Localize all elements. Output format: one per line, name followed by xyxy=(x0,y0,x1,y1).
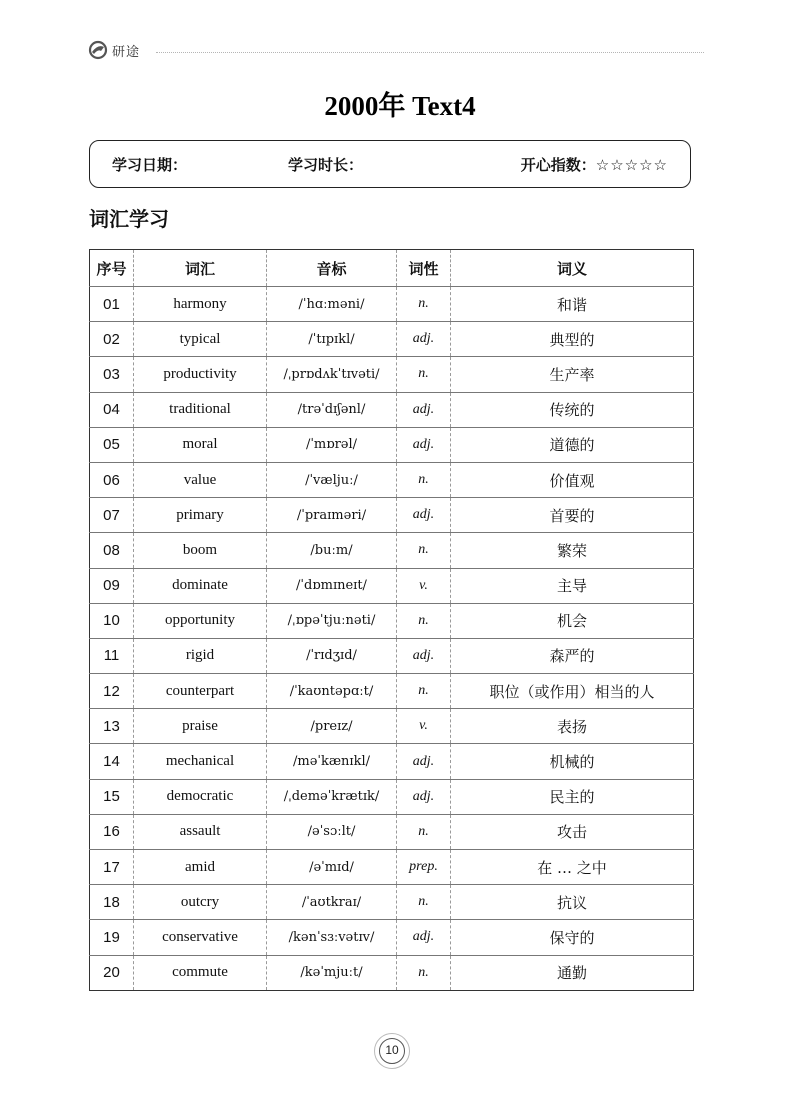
word-phonetic: /ˈpraɪməri/ xyxy=(267,498,397,533)
word-number: 10 xyxy=(90,603,134,638)
study-info-box xyxy=(89,140,691,188)
word: moral xyxy=(134,427,267,462)
word-meaning: 首要的 xyxy=(451,498,694,533)
table-body xyxy=(90,287,694,991)
word-number: 19 xyxy=(90,920,134,955)
word-part-of-speech: adj. xyxy=(397,638,451,673)
word-part-of-speech: n. xyxy=(397,462,451,497)
word-phonetic: /kəˈmjuːt/ xyxy=(267,955,397,990)
word-number: 03 xyxy=(90,357,134,392)
word-phonetic: /preɪz/ xyxy=(267,709,397,744)
word-meaning: 在 … 之中 xyxy=(451,850,694,885)
word: commute xyxy=(134,955,267,990)
word-phonetic: /əˈmɪd/ xyxy=(267,850,397,885)
word-number: 08 xyxy=(90,533,134,568)
word-part-of-speech: adj. xyxy=(397,744,451,779)
word: rigid xyxy=(134,638,267,673)
word-meaning: 道德的 xyxy=(451,427,694,462)
word-phonetic: /kənˈsɜːvətɪv/ xyxy=(267,920,397,955)
header-number: 序号 xyxy=(96,259,127,278)
mood-stars: ☆☆☆☆☆ xyxy=(595,156,668,174)
word: outcry xyxy=(134,885,267,920)
word-part-of-speech: adj. xyxy=(397,498,451,533)
word-meaning: 森严的 xyxy=(451,638,694,673)
word-part-of-speech: n. xyxy=(397,814,451,849)
word-number: 15 xyxy=(90,779,134,814)
word-meaning: 典型的 xyxy=(451,322,694,357)
word: harmony xyxy=(134,287,267,322)
table-row xyxy=(90,674,694,709)
word-meaning: 繁荣 xyxy=(451,533,694,568)
word-part-of-speech: adj. xyxy=(397,779,451,814)
logo-swirl-icon xyxy=(88,40,108,60)
word-part-of-speech: n. xyxy=(397,674,451,709)
header-divider xyxy=(156,52,704,53)
page-header xyxy=(88,38,704,66)
word-part-of-speech: adj. xyxy=(397,322,451,357)
word: typical xyxy=(134,322,267,357)
word-meaning: 表扬 xyxy=(451,709,694,744)
header-phonetic: 音标 xyxy=(267,250,397,287)
table-row xyxy=(90,850,694,885)
table-row xyxy=(90,885,694,920)
word: conservative xyxy=(134,920,267,955)
word-phonetic: /trəˈdɪʃənl/ xyxy=(267,392,397,427)
word-part-of-speech: n. xyxy=(397,885,451,920)
word-meaning: 价值观 xyxy=(451,462,694,497)
table-row xyxy=(90,392,694,427)
section-title: 词汇学习 xyxy=(89,207,169,231)
word: value xyxy=(134,462,267,497)
word-part-of-speech: adj. xyxy=(397,392,451,427)
word-meaning: 机械的 xyxy=(451,744,694,779)
table-row xyxy=(90,814,694,849)
word-phonetic: /ˌɒpəˈtjuːnəti/ xyxy=(267,603,397,638)
table-row xyxy=(90,498,694,533)
word-part-of-speech: adj. xyxy=(397,920,451,955)
word-meaning: 保守的 xyxy=(451,920,694,955)
word-phonetic: /ˌdeməˈkrætɪk/ xyxy=(267,779,397,814)
word-part-of-speech: n. xyxy=(397,357,451,392)
table-row xyxy=(90,955,694,990)
word: opportunity xyxy=(134,603,267,638)
table-row xyxy=(90,533,694,568)
word: democratic xyxy=(134,779,267,814)
table-row xyxy=(90,709,694,744)
vocabulary-table xyxy=(89,249,694,991)
word-meaning: 主导 xyxy=(451,568,694,603)
word-phonetic: /ˈaʊtkraɪ/ xyxy=(267,885,397,920)
table-row xyxy=(90,462,694,497)
word-phonetic: /ˈrɪdʒɪd/ xyxy=(267,638,397,673)
word-meaning: 传统的 xyxy=(451,392,694,427)
page-number: 10 xyxy=(379,1038,405,1064)
logo-text: 研途 xyxy=(112,44,141,60)
table-header-row xyxy=(90,250,694,287)
word: amid xyxy=(134,850,267,885)
word-phonetic: /buːm/ xyxy=(267,533,397,568)
word-meaning: 抗议 xyxy=(451,885,694,920)
table-row xyxy=(90,638,694,673)
word-meaning: 职位（或作用）相当的人 xyxy=(451,674,694,709)
word-phonetic: /ˈmɒrəl/ xyxy=(267,427,397,462)
table-row xyxy=(90,779,694,814)
word-meaning: 通勤 xyxy=(451,955,694,990)
word-number: 06 xyxy=(90,462,134,497)
word-number: 09 xyxy=(90,568,134,603)
word: dominate xyxy=(134,568,267,603)
word-number: 05 xyxy=(90,427,134,462)
word: mechanical xyxy=(134,744,267,779)
table-row xyxy=(90,357,694,392)
table-row xyxy=(90,322,694,357)
header-meaning: 词义 xyxy=(451,250,694,287)
word-phonetic: /ˈhɑːməni/ xyxy=(267,287,397,322)
word-number: 14 xyxy=(90,744,134,779)
word-phonetic: /ˈtɪpɪkl/ xyxy=(267,322,397,357)
word: traditional xyxy=(134,392,267,427)
word-part-of-speech: n. xyxy=(397,603,451,638)
word-phonetic: /ˈvæljuː/ xyxy=(267,462,397,497)
word-number: 02 xyxy=(90,322,134,357)
word-phonetic: /ˈdɒmɪneɪt/ xyxy=(267,568,397,603)
word-meaning: 攻击 xyxy=(451,814,694,849)
mood-index xyxy=(521,154,668,175)
word-number: 01 xyxy=(90,287,134,322)
mood-index-label: 开心指数： xyxy=(520,156,596,174)
word-part-of-speech: n. xyxy=(397,533,451,568)
study-duration-label: 学习时长： xyxy=(288,156,364,174)
word-part-of-speech: n. xyxy=(397,287,451,322)
word: primary xyxy=(134,498,267,533)
word-part-of-speech: n. xyxy=(397,955,451,990)
word: assault xyxy=(134,814,267,849)
word-phonetic: /ˌprɒdʌkˈtɪvəti/ xyxy=(267,357,397,392)
word-part-of-speech: v. xyxy=(397,568,451,603)
word-part-of-speech: prep. xyxy=(397,850,451,885)
word-number: 13 xyxy=(90,709,134,744)
word-meaning: 机会 xyxy=(451,603,694,638)
word-meaning: 生产率 xyxy=(451,357,694,392)
word-number: 04 xyxy=(90,392,134,427)
word-phonetic: /məˈkænɪkl/ xyxy=(267,744,397,779)
word-number: 20 xyxy=(90,955,134,990)
table-row xyxy=(90,287,694,322)
word-number: 16 xyxy=(90,814,134,849)
table-row xyxy=(90,568,694,603)
word: counterpart xyxy=(134,674,267,709)
word-number: 11 xyxy=(90,638,134,673)
word-number: 18 xyxy=(90,885,134,920)
table-row xyxy=(90,744,694,779)
word-phonetic: /ˈkaʊntəpɑːt/ xyxy=(267,674,397,709)
word: praise xyxy=(134,709,267,744)
table-row xyxy=(90,427,694,462)
word-part-of-speech: v. xyxy=(397,709,451,744)
brand-logo xyxy=(88,40,140,60)
word-number: 12 xyxy=(90,674,134,709)
study-date-label: 学习日期： xyxy=(112,156,188,174)
table-row xyxy=(90,920,694,955)
table-row xyxy=(90,603,694,638)
word-meaning: 民主的 xyxy=(451,779,694,814)
header-part-of-speech: 词性 xyxy=(397,250,451,287)
page-title: 2000年 Text4 xyxy=(324,91,476,121)
word-phonetic: /əˈsɔːlt/ xyxy=(267,814,397,849)
word-meaning: 和谐 xyxy=(451,287,694,322)
word-part-of-speech: adj. xyxy=(397,427,451,462)
word: boom xyxy=(134,533,267,568)
word-number: 17 xyxy=(90,850,134,885)
header-word: 词汇 xyxy=(134,250,267,287)
word-number: 07 xyxy=(90,498,134,533)
word: productivity xyxy=(134,357,267,392)
